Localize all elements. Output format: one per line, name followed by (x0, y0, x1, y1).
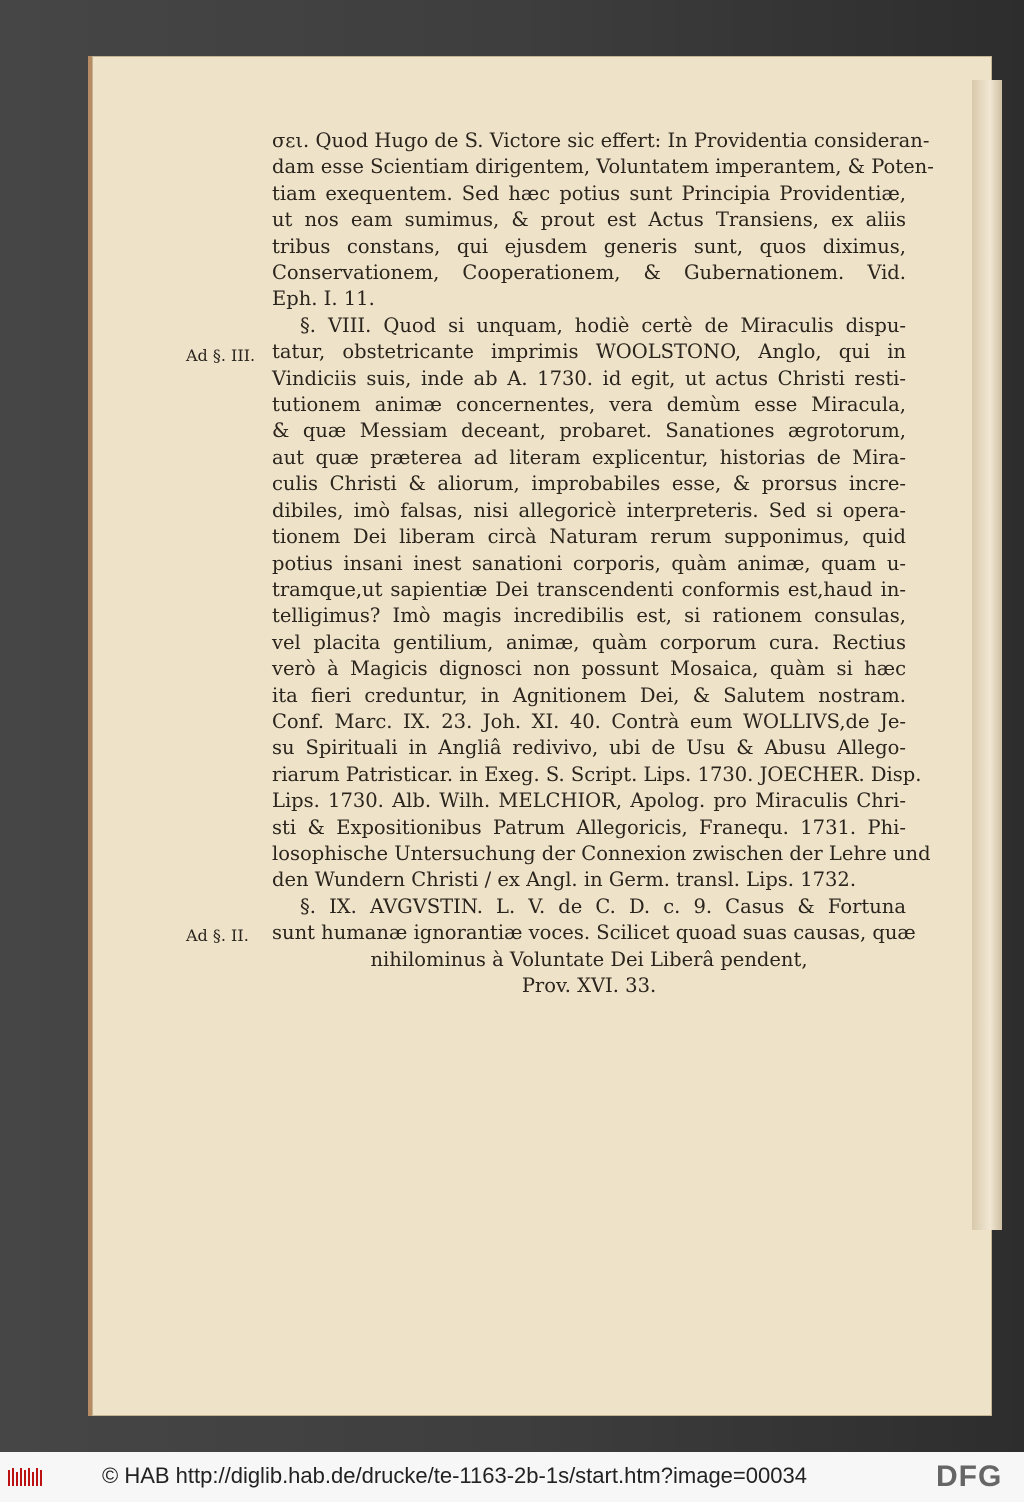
paragraph-1 (272, 128, 934, 313)
text-line: ita fieri creduntur, in Agnitionem Dei, & Salutem nostram. (272, 683, 906, 707)
hab-logo-icon (8, 1466, 44, 1488)
text-line: & quæ Messiam deceant, probaret. Sanationes ægrotorum, (272, 419, 906, 443)
text-line: ut nos eam sumimus, & prout est Actus Transiens, ex aliis (272, 208, 906, 232)
text-line: telligimus? Imò magis incredibilis est, si rationem consulas, (272, 604, 906, 628)
text-line: su Spirituali in Angliâ redivivo, ubi de Usu & Abusu Allego- (272, 736, 906, 760)
text-line: §. IX. AVGVSTIN. L. V. de C. D. c. 9. Casus & Fortuna (300, 894, 906, 918)
footer-credit-link[interactable]: © HAB http://diglib.hab.de/drucke/te-1163-2b-1s/start.htm?image=00034 (102, 1463, 807, 1488)
text-line: dam esse Scientiam dirigentem, Voluntatem imperantem, & Poten- (272, 155, 934, 179)
text-line: σει. Quod Hugo de S. Victore sic effert: In Providentia consideran- (272, 129, 930, 152)
next-page-strip (972, 80, 1002, 1230)
dfg-logo: DFG (936, 1460, 1003, 1493)
paragraph-3 (272, 894, 916, 947)
text-line: §. VIII. Quod si unquam, hodiè certè de Miraculis dispu- (300, 313, 906, 337)
text-line: Conf. Marc. IX. 23. Joh. XI. 40. Contrà eum WOLLIVS,de Je- (272, 709, 906, 733)
text-line: culis Christi & aliorum, improbabiles esse, & prorsus incre- (272, 472, 906, 496)
paragraph-2 (272, 313, 931, 894)
page-text (272, 128, 934, 999)
text-line: dibiles, imò falsas, nisi allegoricè interpreteris. Sed si opera- (272, 498, 906, 522)
text-line: sunt humanæ ignorantiæ voces. Scilicet quoad suas causas, quæ (272, 921, 916, 945)
text-line: tramque,ut sapientiæ Dei transcendenti conformis est,haud in- (272, 577, 906, 601)
text-line: riarum Patristicar. in Exeg. S. Script. Lips. 1730. JOECHER. Disp. (272, 762, 922, 786)
margin-note-1: Ad §. III. (186, 346, 256, 365)
text-line: Eph. I. 11. (272, 287, 375, 311)
text-line: tribus constans, qui ejusdem generis sunt, quos diximus, (272, 234, 906, 258)
text-line: sti & Expositionibus Patrum Allegoricis, Franequ. 1731. Phi- (272, 815, 906, 839)
text-line: tionem Dei liberam circà Naturam rerum supponimus, quid (272, 525, 906, 549)
text-line: vel placita gentilium, animæ, quàm corporum cura. Rectius (272, 630, 906, 654)
centered-line-2: Prov. XVI. 33. (521, 974, 657, 997)
viewer-footer (0, 1452, 1024, 1502)
text-line: Conservationem, Cooperationem, & Gubernationem. Vid. (272, 261, 906, 285)
text-line: Vindiciis suis, inde ab A. 1730. id egit, ut actus Christi resti- (272, 366, 906, 390)
text-line: tutionem animæ concernentes, vera demùm esse Miracula, (272, 393, 906, 417)
text-line: potius insani inest sanationi corporis, quàm animæ, quam u- (272, 551, 906, 575)
text-line: aut quæ præterea ad literam explicentur, historias de Mira- (272, 445, 906, 469)
text-line: tiam exequentem. Sed hæc potius sunt Principia Providentiæ, (272, 181, 906, 205)
text-line: verò à Magicis dignosci non possunt Mosaica, quàm si hæc (272, 657, 906, 681)
text-line: losophische Untersuchung der Connexion zwischen der Lehre und (272, 841, 931, 865)
text-line: Lips. 1730. Alb. Wilh. MELCHIOR, Apolog. pro Miraculis Chri- (272, 789, 906, 813)
text-line: den Wundern Christi / ex Angl. in Germ. transl. Lips. 1732. (272, 868, 857, 892)
text-line: tatur, obstetricante imprimis WOOLSTONO, Anglo, qui in (272, 340, 906, 364)
margin-note-2: Ad §. II. (186, 926, 249, 945)
centered-line-1: nihilominus à Voluntate Dei Liberâ pendent, (370, 947, 808, 971)
